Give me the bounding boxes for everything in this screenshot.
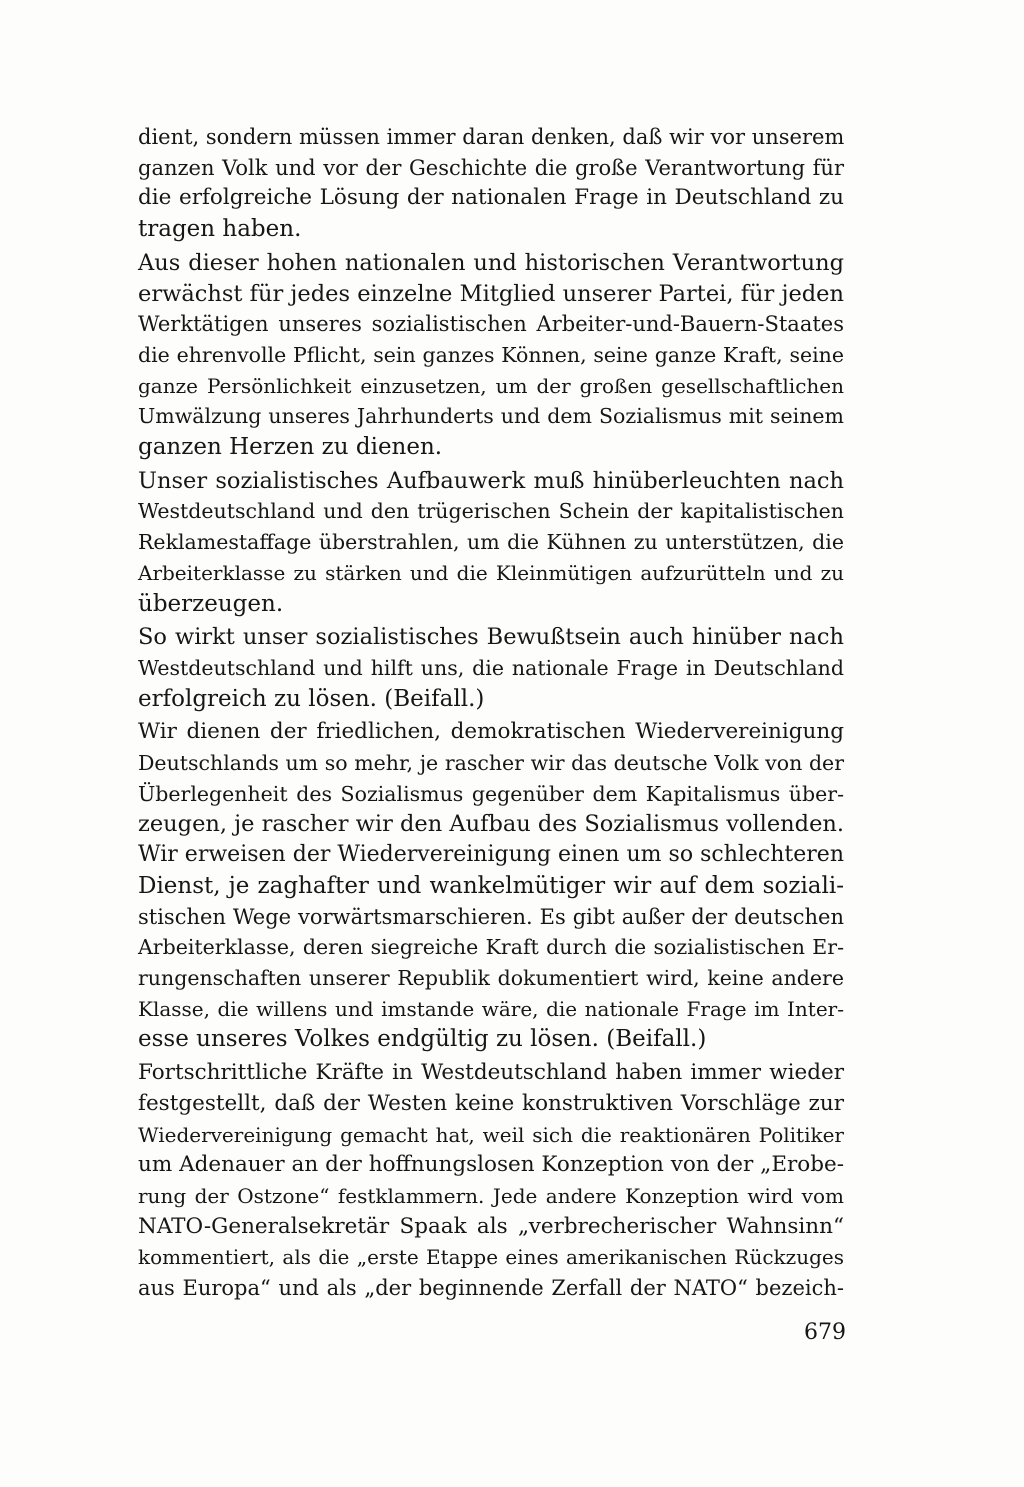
text-line: Überlegenheit des Sozialismus gegenüber dem Kapitalismus über- bbox=[138, 781, 844, 806]
text-line: So wirkt unser sozialistisches Bewußtsein auch hinüber nach bbox=[138, 624, 844, 651]
text-line: Klasse, die willens und imstande wäre, die nationale Frage im Inter- bbox=[138, 996, 844, 1021]
text-line: Fortschrittliche Kräfte in Westdeutschland haben immer wieder bbox=[138, 1060, 844, 1086]
text-line: festgestellt, daß der Westen keine konstruktiven Vorschläge zur bbox=[138, 1090, 844, 1116]
text-line: ganzen Volk und vor der Geschichte die große Verantwortung für bbox=[138, 155, 844, 180]
text-line: esse unseres Volkes endgültig zu lösen. (Beifall.) bbox=[138, 1026, 707, 1053]
text-line: ganze Persönlichkeit einzusetzen, um der großen gesellschaftlichen bbox=[138, 373, 844, 398]
paragraph bbox=[138, 1058, 844, 1304]
paragraph bbox=[138, 717, 844, 1055]
text-line: stischen Wege vorwärtsmarschieren. Es gibt außer der deutschen bbox=[138, 904, 844, 929]
text-line: Umwälzung unseres Jahrhunderts und dem Sozialismus mit seinem bbox=[138, 404, 844, 429]
text-line: rungenschaften unserer Republik dokumentiert wird, keine andere bbox=[138, 965, 844, 990]
text-line: Wir dienen der friedlichen, demokratischen Wiedervereinigung bbox=[138, 719, 844, 745]
text-line: erfolgreich zu lösen. (Beifall.) bbox=[138, 685, 485, 712]
page-number: 679 bbox=[804, 1320, 846, 1345]
paragraph bbox=[138, 248, 844, 463]
paragraph bbox=[138, 466, 844, 620]
text-line: Westdeutschland und hilft uns, die nationale Frage in Deutschland bbox=[138, 655, 844, 680]
text-line: Arbeiterklasse, deren siegreiche Kraft durch die sozialistischen Er- bbox=[138, 935, 844, 960]
text-line: Wiedervereinigung gemacht hat, weil sich die reaktionären Politiker bbox=[138, 1122, 844, 1147]
text-line: ganzen Herzen zu dienen. bbox=[138, 434, 443, 461]
text-line: Dienst, je zaghafter und wankelmütiger wir auf dem soziali- bbox=[138, 872, 844, 899]
text-line: erwächst für jedes einzelne Mitglied unserer Partei, für jeden bbox=[138, 280, 844, 307]
text-line: zeugen, je rascher wir den Aufbau des Sozialismus vollenden. bbox=[138, 811, 845, 838]
text-line: dient, sondern müssen immer daran denken, daß wir vor unserem bbox=[138, 125, 845, 149]
body-text bbox=[138, 122, 844, 1307]
text-line: die ehrenvolle Pflicht, sein ganzes Können, seine ganze Kraft, seine bbox=[138, 342, 844, 367]
text-line: NATO-Generalsekretär Spaak als „verbrecherischer Wahnsinn“ bbox=[138, 1213, 844, 1239]
paragraph bbox=[138, 622, 844, 714]
text-line: Deutschlands um so mehr, je rascher wir das deutsche Volk von der bbox=[138, 751, 844, 776]
text-line: Westdeutschland und den trügerischen Schein der kapitalistischen bbox=[138, 499, 844, 524]
text-line: Aus dieser hohen nationalen und historischen Verantwortung bbox=[138, 249, 844, 276]
text-line: kommentiert, als die „erste Etappe eines amerikanischen Rückzuges bbox=[138, 1245, 844, 1270]
text-line: aus Europa“ und als „der beginnende Zerfall der NATO“ bezeich- bbox=[138, 1276, 844, 1301]
text-line: um Adenauer an der hoffnungslosen Konzeption von der „Erobe- bbox=[138, 1152, 844, 1178]
text-line: rung der Ostzone“ festklammern. Jede andere Konzeption wird vom bbox=[138, 1183, 844, 1208]
text-line: tragen haben. bbox=[138, 216, 302, 243]
text-line: Arbeiterklasse zu stärken und die Kleinmütigen aufzurütteln und zu bbox=[138, 560, 844, 585]
text-line: Unser sozialistisches Aufbauwerk muß hinüberleuchten nach bbox=[138, 467, 844, 494]
text-line: überzeugen. bbox=[138, 590, 284, 617]
text-line: Wir erweisen der Wiedervereinigung einen um so schlechteren bbox=[138, 842, 844, 868]
text-line: Werktätigen unseres sozialistischen Arbeiter-und-Bauern-Staates bbox=[138, 312, 844, 337]
text-line: Reklamestaffage überstrahlen, um die Kühnen zu unterstützen, die bbox=[138, 530, 844, 555]
text-line: die erfolgreiche Lösung der nationalen Frage in Deutschland zu bbox=[138, 185, 844, 211]
paragraph bbox=[138, 122, 844, 245]
